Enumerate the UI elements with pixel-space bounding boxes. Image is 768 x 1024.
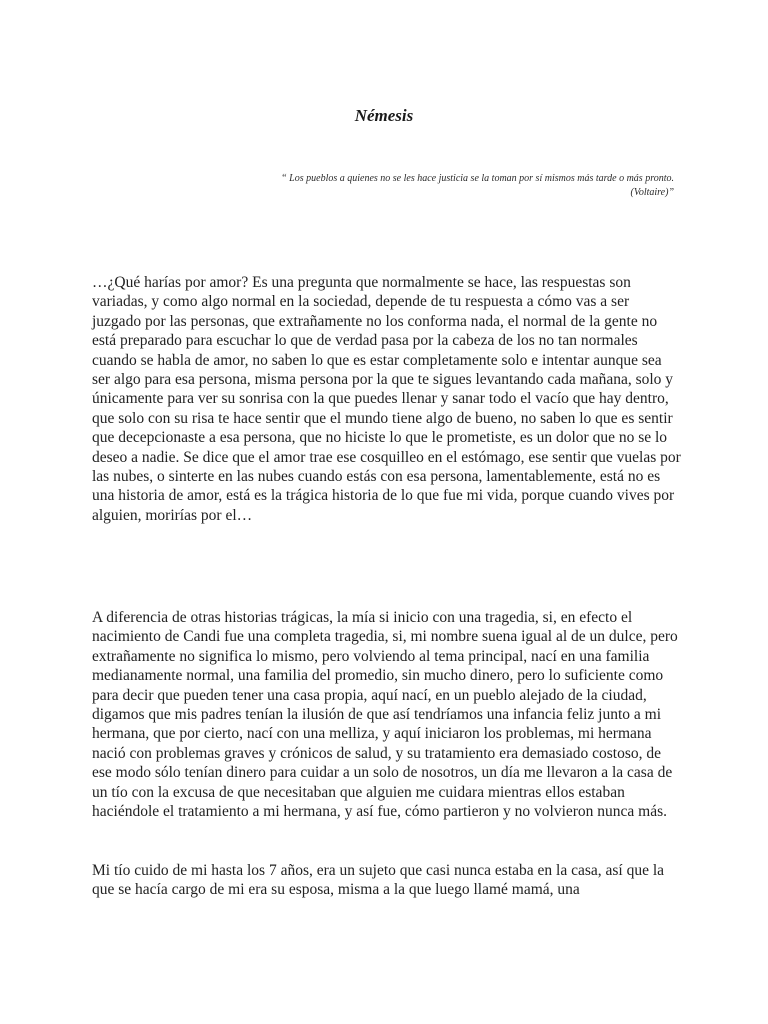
document-title: Némesis [354, 106, 414, 125]
epigraph-attribution: (Voltaire)” [630, 187, 674, 198]
epigraph-quote [114, 172, 674, 200]
body-paragraph: …¿Qué harías por amor? Es una pregunta que normalmente se hace, las respuestas son variadas, y como algo normal en la sociedad, depende de tu respuesta a cómo vas a ser juzgado por las personas, que extrañamente no los conforma nada, el normal de la gente no está preparado para escuchar lo que de verdad pasa por la cabeza de los no tan normales cuando se habla de amor, no saben lo que es estar completamente solo e intentar aunque sea ser algo para esa persona, misma persona por la que te sigues levantando cada mañana, solo y únicamente para ver su sonrisa con la que puedes llenar y sanar todo el vacío que hay dentro, que solo con su risa te hace sentir que el mundo tiene algo de bueno, no saben lo que es sentir que decepcionaste a esa persona, que no hiciste lo que le prometiste, es un dolor que no se lo deseo a nadie. Se dice que el amor trae ese cosquilleo en el estómago, ese sentir que vuelas por las nubes, o sinterte en las nubes cuando estás con esa persona, lamentablemente, está no es una historia de amor, está es la trágica historia de lo que fue mi vida, porque cuando vives por alguien, morirías por el… [92, 274, 681, 524]
body-paragraph: A diferencia de otras historias trágicas, la mía si inicio con una tragedia, si, en efecto el nacimiento de Candi fue una completa tragedia, si, mi nombre suena igual al de un dulce, pero extrañamente no significa lo mismo, pero volviendo al tema principal, nací en una familia medianamente normal, una familia del promedio, sin mucho dinero, pero lo suficiente como para decir que pueden tener una casa propia, aquí nací, en un pueblo alejado de la ciudad, digamos que mis padres tenían la ilusión de que así tendríamos una infancia feliz junto a mi hermana, que por cierto, nací con una melliza, y aquí iniciaron los problemas, mi hermana nació con problemas graves y crónicos de salud, y su tratamiento era demasiado costoso, de ese modo sólo tenían dinero para cuidar a un solo de nosotros, un día me llevaron a la casa de un tío con la excusa de que necesitaban que alguien me cuidara mientras ellos estaban haciéndole el tratamiento a mi hermana, y así fue, cómo partieron y no volvieron nunca más. [92, 609, 678, 821]
epigraph-line: “ Los pueblos a quienes no se les hace justicia se la toman por sí mismos más tarde o más pronto. [281, 173, 674, 184]
body-paragraph: Mi tío cuido de mi hasta los 7 años, era un sujeto que casi nunca estaba en la casa, así que la que se hacía cargo de mi era su esposa, misma a la que luego llamé mamá, una [92, 862, 665, 899]
